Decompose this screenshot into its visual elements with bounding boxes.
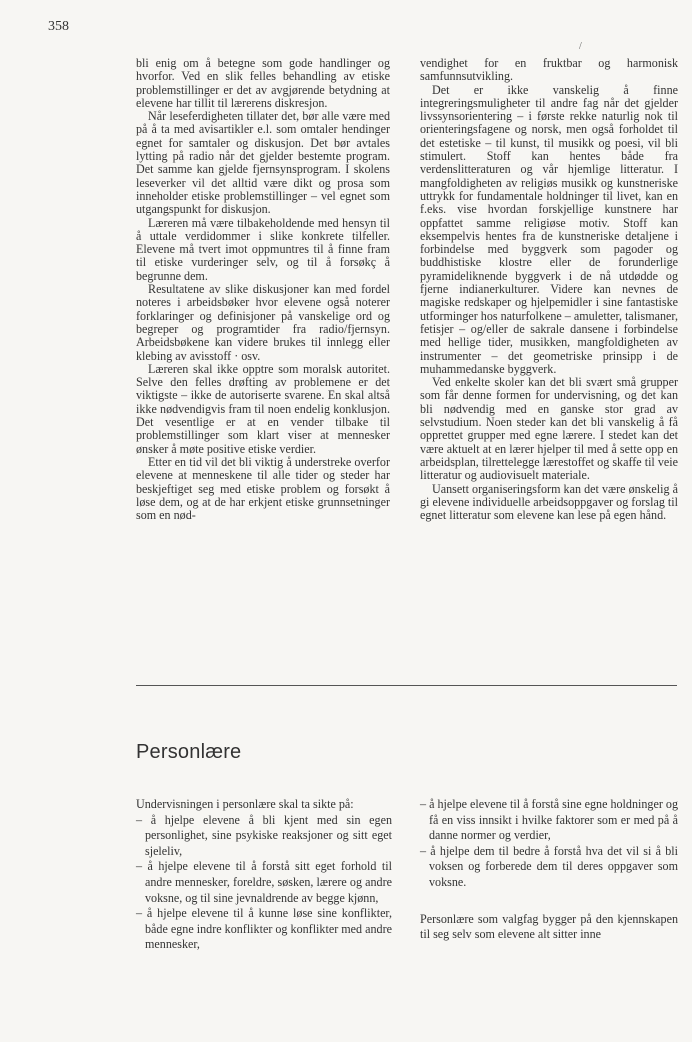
paragraph: vendighet for en fruktbar og harmonisk samfunnsutvikling. bbox=[420, 56, 678, 84]
stray-mark: / bbox=[579, 41, 582, 52]
paragraph: Uansett organiseringsform kan det være ønskelig å gi elevene individuelle arbeidsoppgaver og forslag til egnet litteratur som elevene kan lese på egen hånd. bbox=[420, 481, 678, 523]
right-column bbox=[420, 57, 678, 522]
paragraph: Resultatene av slike diskusjoner kan med fordel noteres i arbeidsbøker hvor elevene også noterer forklaringer og definisjoner på vanskelige ord og begreper og programtider fra radio/fjernsyn. Arbeidsbøkene kan videre brukes til innlegg eller klebing av avisstoff · osv. bbox=[136, 282, 390, 363]
section-intro: Undervisningen i personlære skal ta sikte på: bbox=[136, 797, 354, 811]
section-right-column bbox=[420, 797, 678, 943]
paragraph: Læreren må være tilbakeholdende med hensyn til å uttale verdidommer i slike konkrete tilfeller. Elevene må tvert imot oppmuntres til å finne fram til etiske vurderinger selv, og til å forsøkç å begrunne dem. bbox=[136, 215, 390, 283]
paragraph: Læreren skal ikke opptre som moralsk autoritet. Selve den felles drøfting av problemene er det viktigste – ikke de autoriserte svarene. En skal altså ikke nødvendigvis fram til noen endelig konklusjon. Det vesentlige er at en vender tilbake til problemstillinger som klart viser at mennesker ønsker å møte positive etiske verdier. bbox=[136, 361, 390, 456]
goal-list bbox=[136, 813, 392, 953]
left-column bbox=[136, 57, 390, 522]
page-number: 358 bbox=[48, 19, 69, 34]
list-item: – å hjelpe dem til bedre å forstå hva det vil si å bli voksen og forberede dem til deres oppgaver som voksne. bbox=[420, 843, 678, 889]
list-item: – å hjelpe elevene til å kunne løse sine konflikter, både egne indre konflikter og konflikter med andre mennesker, bbox=[136, 906, 392, 952]
closing-paragraph: Personlære som valgfag bygger på den kjennskapen til seg selv som elevene alt sitter inne bbox=[420, 911, 678, 942]
paragraph: Det er ikke vanskelig å finne integreringsmuligheter til andre fag når det gjelder livssynsorientering – i første rekke naturlig nok til orienteringsfagene og norsk, men også forholdet til det estetiske – til kunst, til musikk og poesi, vil bli stimulert. Stoff kan hentes både fra verdenslitteraturen og vår hjemlige litteratur. I mangfoldigheten av religiøs musikk og kunstneriske uttrykk for fundamentale holdninger til livet, kan en f.eks. vise hvordan forskjellige kunstnere har oppfattet samme religiøse motiv. Stoff kan eksempelvis hentes fra de kunstneriske detaljene i forbindelse med byggverk som pagoder og buddhistiske klostre eller de forunderlige pyramideliknende byggverk i de nå utdødde og fjerne indianerkulturer. Videre kan nevnes de magiske redskaper og hjelpemidler i sine fantastiske utforminger hos naturfolkene – amuletter, talismaner, fetisjer – og/eller de sakrale dansene i forbindelse med hellige tider, musikken, mangfoldigheten av instrumenter – det geometriske prinsipp i de muhammedanske byggverk. bbox=[420, 82, 678, 376]
goal-list bbox=[420, 797, 678, 891]
list-item: – å hjelpe elevene til å forstå sine egne holdninger og få en viss innsikt i hvilke faktorer som er med på å danne normer og verdier, bbox=[420, 797, 678, 843]
paragraph: bli enig om å betegne som gode handlinger og hvorfor. Ved en slik felles behandling av etiske problemstillinger er det av avgjørende betydning at elevene har tillit til lærerens diskresjon. bbox=[136, 56, 390, 110]
section-left-column bbox=[136, 797, 392, 953]
list-item: – å hjelpe elevene å bli kjent med sin egen personlighet, sine psykiske reaksjoner og sitt eget sjeleliv, bbox=[136, 812, 392, 858]
paragraph: Ved enkelte skoler kan det bli svært små grupper som får denne formen for undervisning, og det kan bli nødvendig med en ganske stor grad av selvstudium. Noen steder kan det bli vanskelig å få opprettet grupper med egne lærere. I stedet kan det være aktuelt at en lærer hjelper til med å sette opp en arbeidsplan, tilrettelegge lærestoffet og skaffe til veie litteratur og audiovisuelt materiale. bbox=[420, 375, 678, 483]
section-divider bbox=[136, 685, 677, 686]
list-item: – å hjelpe elevene til å forstå sitt eget forhold til andre mennesker, foreldre, søsken, lærere og andre voksne, og til sine jevnaldrende av begge kjønn, bbox=[136, 859, 392, 905]
paragraph: Etter en tid vil det bli viktig å understreke overfor elevene at menneskene til alle tider og steder har beskjeftiget seg med etiske problem og forsøkt å løse dem, og at de har erkjent etiske grunnsetninger som en nød- bbox=[136, 454, 390, 523]
section-title: Personlære bbox=[136, 741, 242, 763]
paragraph: Når leseferdigheten tillater det, bør alle være med på å ta med avisartikler e.l. som omtaler hendinger egnet for samtaler og diskusjon. Det bør avtales lytting på radio når det gjelder bestemte program. Det samme kan gjelde fjernsynsprogram. I skolens leseverker vil det alltid være dikt og prosa som inneholder etiske problemstillinger – vel egnet som utgangspunkt for diskusjon. bbox=[136, 109, 390, 217]
